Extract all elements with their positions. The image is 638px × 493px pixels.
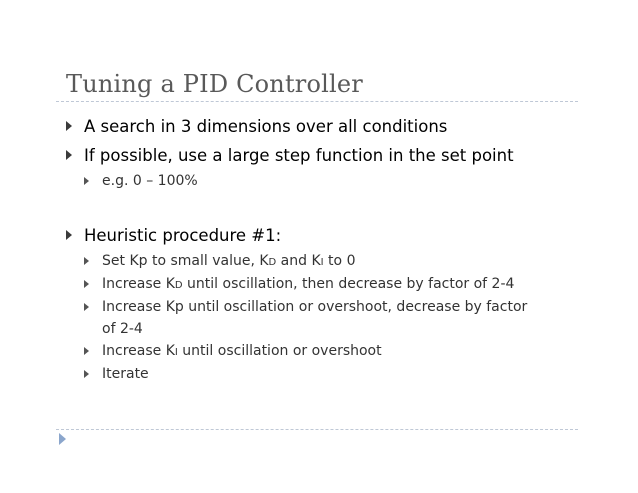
bullet-arrow-icon [66,150,72,160]
spacer [66,193,566,221]
sub-bullet-item [66,296,566,319]
sub-bullet-item [66,170,566,193]
bullet-item [66,141,566,170]
corner-arrow-icon [59,433,66,445]
bullet-text: If possible, use a large step function in the set point [84,146,514,165]
bullet-item [66,221,566,250]
bullet-text: e.g. 0 – 100% [102,173,198,189]
bullet-arrow-icon [66,230,72,240]
bullet-list [66,112,566,386]
subscript-i: I [320,257,324,268]
bullet-text: Heuristic procedure #1: [84,226,282,245]
subscript-d: D [268,257,277,268]
slide-title: Tuning a PID Controller [66,70,363,98]
bullet-text-part: until oscillation, then decrease by factor of 2-4 [182,276,515,292]
bullet-text-part: Increase K [102,343,175,359]
bullet-text-part: to 0 [323,253,356,269]
bullet-arrow-icon [84,347,89,355]
bullet-arrow-icon [84,177,89,185]
bullet-arrow-icon [84,280,89,288]
bullet-text-part: Increase K [102,276,175,292]
bullet-text-part: until oscillation or overshoot [177,343,382,359]
bullet-arrow-icon [84,303,89,311]
bullet-text: of 2-4 [102,321,143,337]
subscript-i: I [174,347,178,358]
bullet-text: A search in 3 dimensions over all conditions [84,117,448,136]
sub-bullet-continuation [66,319,566,340]
bullet-text-part: and K [276,253,321,269]
bullet-arrow-icon [84,257,89,265]
title-divider [56,101,578,102]
bullet-item [66,112,566,141]
sub-bullet-item [66,363,566,386]
sub-bullet-item [66,273,566,296]
bullet-arrow-icon [84,370,89,378]
sub-bullet-item [66,250,566,273]
bullet-arrow-icon [66,121,72,131]
bullet-text: Iterate [102,366,149,382]
footer-divider [56,429,578,430]
bullet-text-part: Set Kp to small value, K [102,253,269,269]
subscript-d: D [174,280,183,291]
bullet-text: Increase Kp until oscillation or overshoot, decrease by factor [102,299,528,315]
sub-bullet-item [66,340,566,363]
